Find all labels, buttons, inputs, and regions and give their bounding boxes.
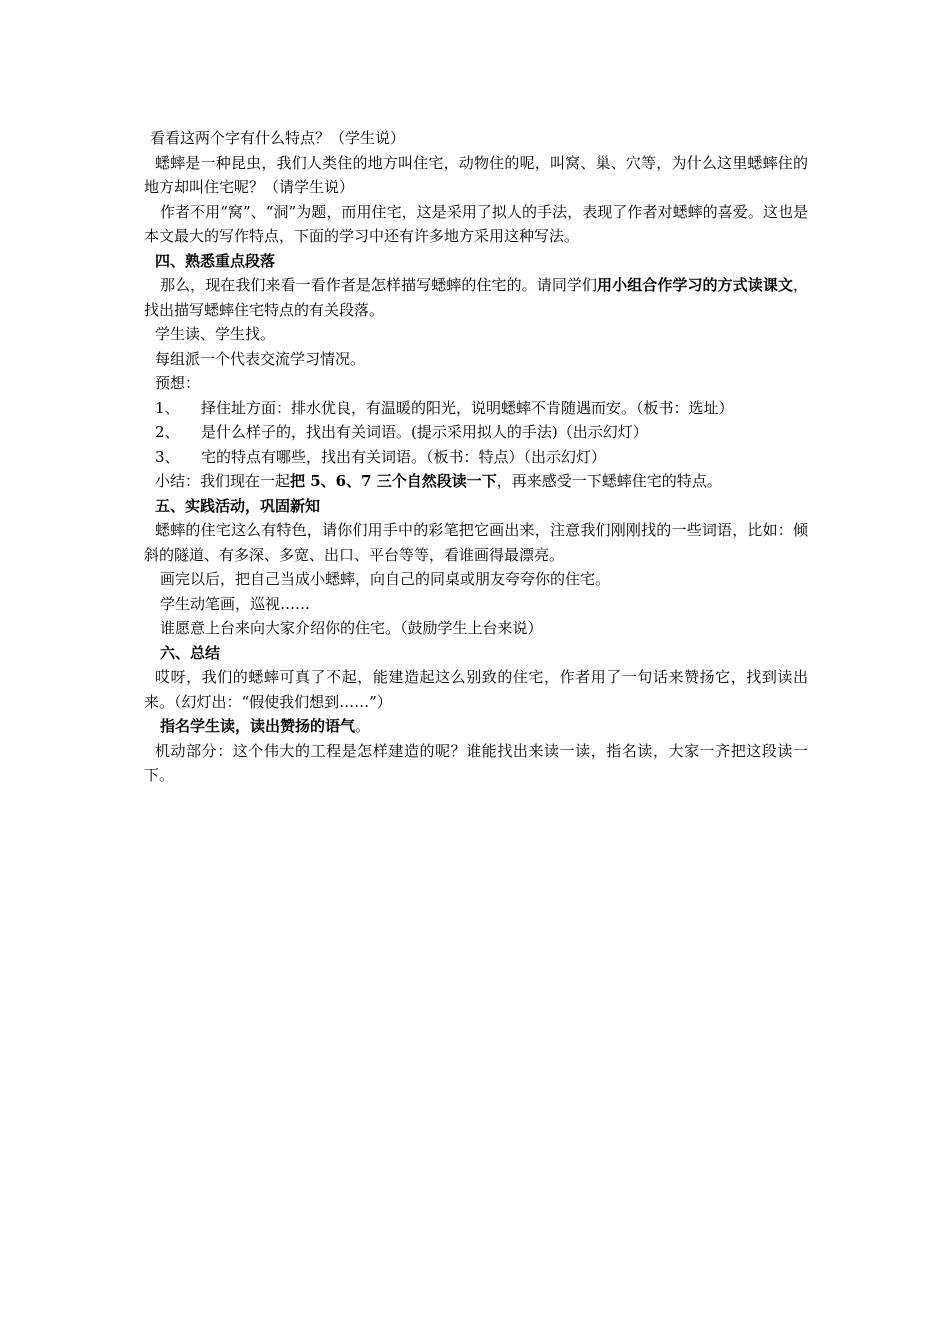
- list-item: [144, 420, 808, 445]
- section-heading: [144, 641, 808, 666]
- list-number: 2、: [155, 423, 180, 441]
- list-item: [144, 396, 808, 421]
- text-run: ，再来感受一下蟋蟀住宅的特点。: [496, 472, 722, 490]
- text-run: 。: [355, 717, 371, 735]
- paragraph: [144, 714, 808, 739]
- section-heading: [144, 494, 808, 519]
- paragraph: 机动部分：这个伟大的工程是怎样建造的呢？谁能找出来读一读，指名读，大家一齐把这段读一下。: [144, 741, 808, 784]
- heading-text: 六、总结: [160, 643, 221, 662]
- paragraph: 蟋蟀的住宅这么有特色，请你们用手中的彩笔把它画出来，注意我们刚刚找的一些词语，比如：倾斜的隧道、有多深、多宽、出口、平台等等，看谁画得最漂亮。: [144, 521, 808, 564]
- text-run: ，找出描写蟋蟀住宅特点的有关段落。: [144, 276, 808, 319]
- paragraph: 学生动笔画，巡视……: [160, 594, 311, 613]
- paragraph: 学生读、学生找。: [155, 325, 276, 343]
- bold-text-run: 把 5、6、7 三个自然段读一下: [290, 472, 497, 490]
- heading-text: 五、实践活动，巩固新知: [155, 496, 321, 515]
- paragraph: 每组派一个代表交流学习情况。: [155, 349, 366, 368]
- list-text: 是什么样子的，找出有关词语。(提示采用拟人的手法)（出示幻灯）: [201, 423, 648, 441]
- bold-text-run: 用小组合作学习的方式读课文: [597, 276, 793, 294]
- paragraph: 谁愿意上台来向大家介绍你的住宅。（鼓励学生上台来说）: [160, 619, 543, 637]
- paragraph: 哎呀，我们的蟋蟀可真了不起，能建造起这么别致的住宅，作者用了一句话来赞扬它，找到读出来。（幻灯出：“假使我们想到……”）: [144, 668, 808, 711]
- list-text: 宅的特点有哪些，找出有关词语。（板书：特点）（出示幻灯）: [201, 447, 607, 466]
- paragraph: 预想：: [155, 374, 201, 392]
- list-text: 择住址方面：排水优良，有温暖的阳光，说明蟋蟀不肯随遇而安。（板书：选址）: [201, 398, 734, 417]
- list-number: 1、: [155, 398, 180, 417]
- paragraph: [144, 469, 808, 494]
- paragraph: 作者不用“窝”、“洞”为题，而用住宅，这是采用了拟人的手法，表现了作者对蟋蟀的喜爱。这也是本文最大的写作特点，下面的学习中还有许多地方采用这种写法。: [144, 202, 808, 245]
- text-run: 小结：我们现在一起: [155, 472, 291, 490]
- list-number: 3、: [155, 447, 180, 466]
- bold-text-run: 指名学生读，读出赞扬的语气: [160, 717, 356, 735]
- document-body: [144, 126, 808, 788]
- paragraph: 画完以后，把自己当成小蟋蟀，向自己的同桌或朋友夸夸你的住宅。: [160, 570, 611, 588]
- paragraph: 蟋蟀是一种昆虫，我们人类住的地方叫住宅，动物住的呢，叫窝、巢、穴等，为什么这里蟋蟀住的地方却叫住宅呢？（请学生说）: [144, 153, 808, 196]
- heading-text: 四、熟悉重点段落: [155, 251, 276, 270]
- text-run: 那么，现在我们来看一看作者是怎样描写蟋蟀的住宅的。请同学们: [160, 276, 598, 294]
- list-item: [144, 445, 808, 470]
- section-heading: [144, 249, 808, 274]
- paragraph: 看看这两个字有什么特点？（学生说）: [150, 129, 406, 147]
- paragraph: [144, 273, 808, 322]
